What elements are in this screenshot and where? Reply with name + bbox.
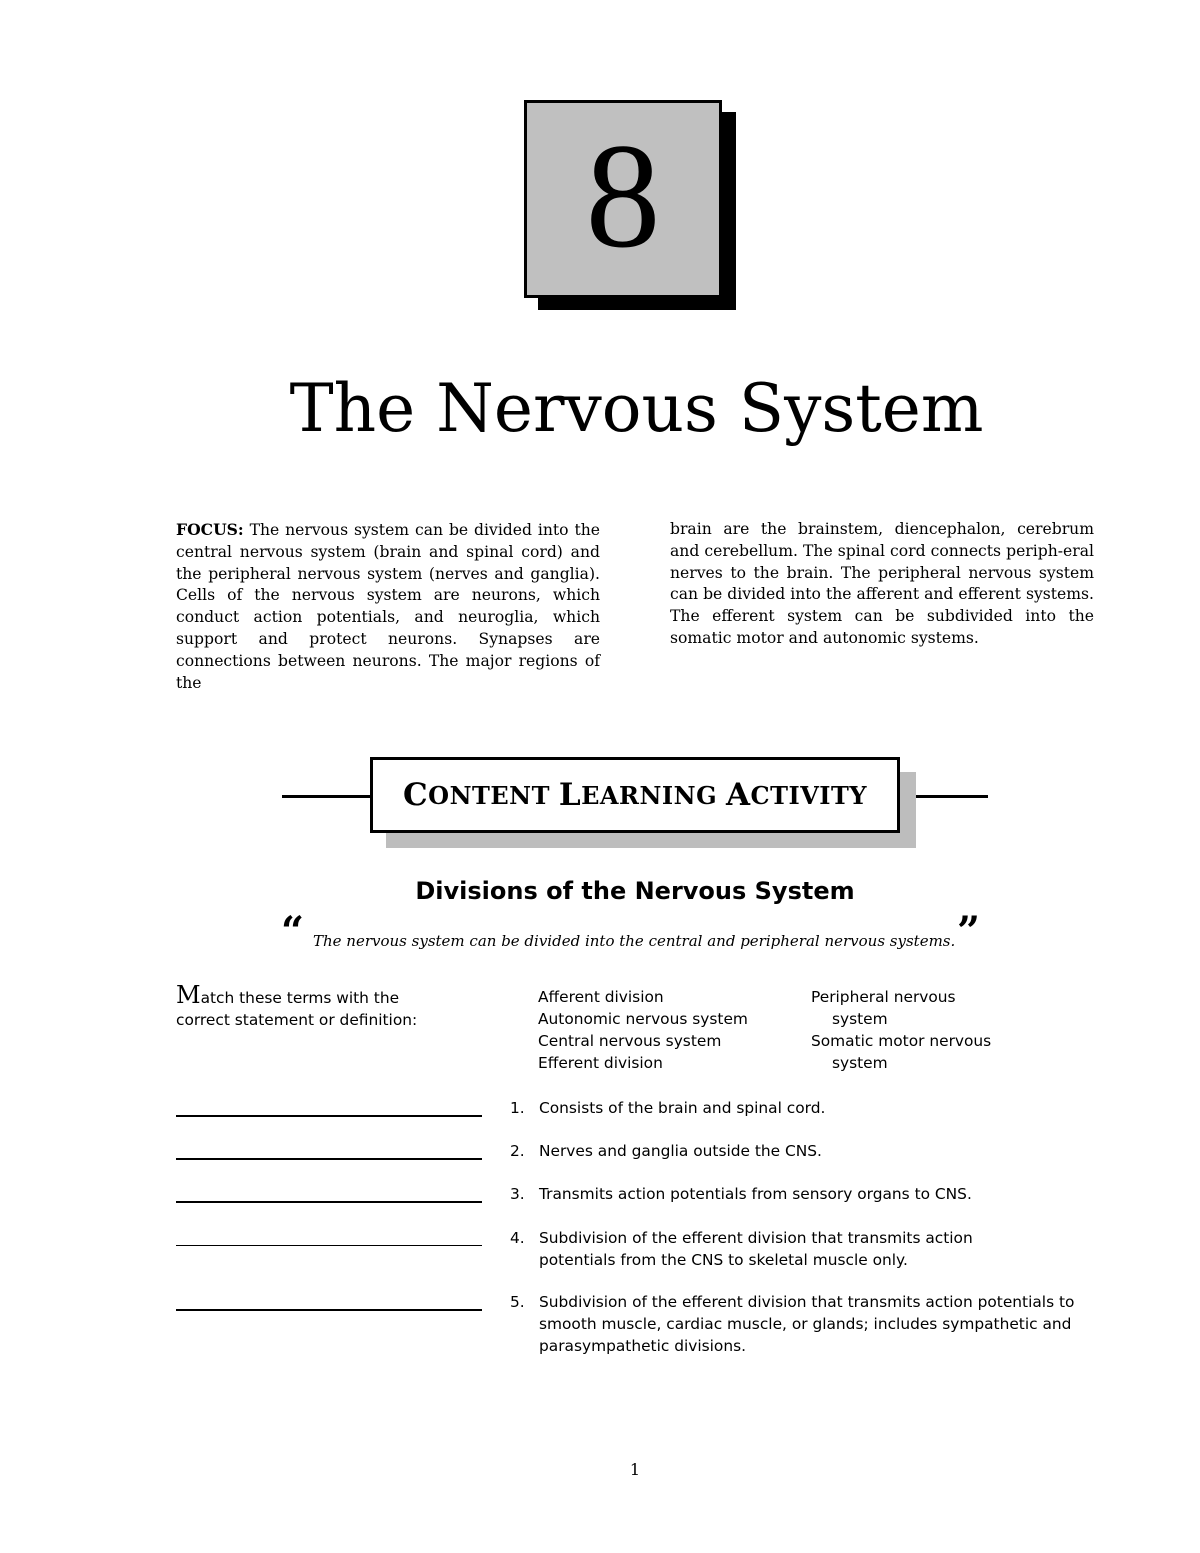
answer-blank-2[interactable] — [176, 1158, 482, 1160]
section-title: Divisions of the Nervous System — [415, 877, 855, 905]
question-text: Consists of the brain and spinal cord. — [539, 1099, 826, 1117]
focus-label: FOCUS: — [176, 520, 244, 539]
answer-blank-5[interactable] — [176, 1309, 482, 1311]
chapter-number: 8 — [585, 113, 661, 279]
focus-left-column — [176, 519, 600, 694]
term-item: Autonomic nervous system — [538, 1010, 748, 1028]
question-text: Subdivision of the efferent division that transmits action potentials to smooth muscle, cardiac muscle, or glands; includes sympathetic and parasympathetic divisions. — [539, 1293, 1075, 1355]
banner-cap-2: L — [558, 777, 582, 813]
term-item-continued: system — [832, 1054, 888, 1072]
term-item: Somatic motor nervous — [811, 1032, 992, 1050]
term-item: Efferent division — [538, 1054, 663, 1072]
banner-word-1: ONTENT — [428, 780, 550, 810]
terms-column-2 — [811, 986, 991, 1074]
banner-cap-1: C — [402, 777, 429, 813]
question-text: Nerves and ganglia outside the CNS. — [539, 1142, 822, 1160]
focus-right-column: brain are the brainstem, diencephalon, cerebrum and cerebellum. The spinal cord connects periph-eral nerves to the brain. The peripheral nervous system can be divided into the afferent and efferent systems. The efferent system can be subdivided into the somatic motor and autonomic systems. — [670, 520, 1094, 647]
banner-cap-3: A — [725, 777, 751, 813]
question-2 — [510, 1140, 1100, 1162]
terms-column-1 — [538, 986, 748, 1074]
answer-blank-3[interactable] — [176, 1201, 482, 1203]
match-instructions — [176, 981, 496, 1031]
question-1 — [510, 1097, 1100, 1119]
question-5 — [510, 1291, 1100, 1357]
question-number: 5. — [510, 1293, 525, 1311]
banner-left-rule — [282, 795, 372, 798]
focus-left-text: The nervous system can be divided into the central nervous system (brain and spinal cord) and the peripheral nervous system (nerves and ganglia). Cells of the nervous system are neurons, which conduct action potentials, and neuroglia, which support and protect neurons. Synapses are connections between neurons. The major regions of the — [176, 521, 600, 692]
term-item: Afferent division — [538, 988, 664, 1006]
question-3 — [510, 1183, 1100, 1205]
open-quote-mark: “ — [281, 908, 305, 955]
close-quote-mark: ” — [957, 908, 981, 955]
question-number: 3. — [510, 1185, 525, 1203]
content-learning-activity-banner — [370, 757, 900, 833]
banner-word-2: EARNING — [581, 780, 718, 810]
chapter-title: The Nervous System — [289, 370, 984, 447]
question-4 — [510, 1227, 1030, 1271]
instructions-line-1: atch these terms with the — [200, 989, 400, 1007]
instructions-initial: M — [176, 981, 201, 1009]
answer-blank-1[interactable] — [176, 1115, 482, 1117]
chapter-number-box — [524, 100, 722, 298]
section-quote: The nervous system can be divided into the central and peripheral nervous systems. — [313, 932, 956, 950]
question-number: 1. — [510, 1099, 525, 1117]
term-item: Central nervous system — [538, 1032, 722, 1050]
instructions-line-2: correct statement or definition: — [176, 1011, 418, 1029]
question-text: Subdivision of the efferent division that transmits action potentials from the CNS to skeletal muscle only. — [539, 1229, 973, 1269]
answer-blank-4[interactable] — [176, 1245, 482, 1246]
term-item: Peripheral nervous — [811, 988, 956, 1006]
term-item-continued: system — [832, 1010, 888, 1028]
page-number: 1 — [629, 1460, 641, 1479]
banner-word-3: CTIVITY — [750, 780, 868, 810]
question-number: 4. — [510, 1229, 525, 1247]
question-number: 2. — [510, 1142, 525, 1160]
question-text: Transmits action potentials from sensory organs to CNS. — [539, 1185, 972, 1203]
